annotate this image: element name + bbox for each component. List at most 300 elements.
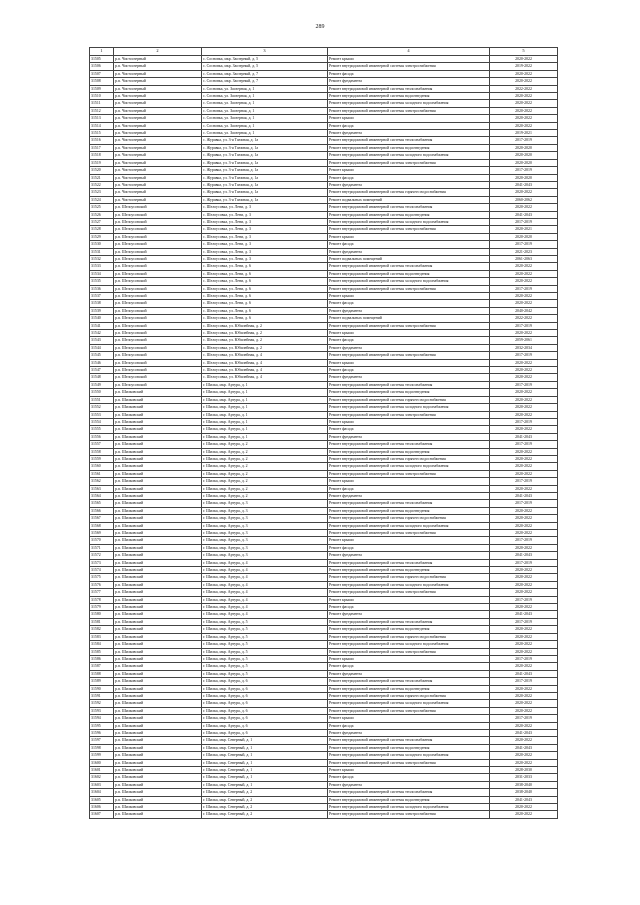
period-cell: 2020-2022 <box>490 263 558 270</box>
work-type-cell: Ремонт крыши <box>328 359 490 366</box>
address-cell: г. Шилка, мкр. Артура, д. 1 <box>202 396 328 403</box>
address-cell: г. Шилка, мкр. Северный, д. 2 <box>202 789 328 796</box>
period-cell: 2020-2022 <box>490 78 558 85</box>
municipality-cell: р.п. Чистоозерный <box>114 130 202 137</box>
period-cell: 2020-2022 <box>490 604 558 611</box>
period-cell: 2020-2022 <box>490 759 558 766</box>
table-row <box>90 470 558 477</box>
municipality-cell: р.п. Шилковский <box>114 767 202 774</box>
address-cell: г. Шилка, мкр. Артура, д. 3 <box>202 552 328 559</box>
row-number-cell: 31594 <box>90 715 114 722</box>
period-cell: 2020-2022 <box>490 752 558 759</box>
work-type-cell: Ремонт внутридомовой инженерной системы теплоснабжения <box>328 204 490 211</box>
address-cell: г. Шилка, мкр. Артура, д. 5 <box>202 626 328 633</box>
address-cell: с. Сосновка, мкр. Заозерный, д. 7 <box>202 70 328 77</box>
address-cell: г. Шилка, мкр. Артура, д. 6 <box>202 715 328 722</box>
period-cell: 2020-2022 <box>490 100 558 107</box>
address-cell: г. Шилка, мкр. Артура, д. 3 <box>202 500 328 507</box>
period-cell: 2038-2040 <box>490 781 558 788</box>
row-number-cell: 31558 <box>90 448 114 455</box>
work-type-cell: Ремонт фундамента <box>328 552 490 559</box>
address-cell: с. Шелоусовка, ул. Лени, д. 3 <box>202 226 328 233</box>
address-cell: г. Шилка, мкр. Артура, д. 6 <box>202 729 328 736</box>
column-header: 5 <box>490 48 558 56</box>
row-number-cell: 31557 <box>90 441 114 448</box>
address-cell: с. Шелоусовка, ул. Лени, д. 3 <box>202 218 328 225</box>
row-number-cell: 31596 <box>90 729 114 736</box>
row-number-cell: 31567 <box>90 515 114 522</box>
work-type-cell: Ремонт внутридомовой инженерной системы холодного водоснабжения <box>328 581 490 588</box>
address-cell: с. Шелоусовка, ул. Юбилейная, д. 4 <box>202 359 328 366</box>
table-row <box>90 604 558 611</box>
table-row <box>90 211 558 218</box>
municipality-cell: р.п. Чистоозерный <box>114 144 202 151</box>
work-type-cell: Ремонт внутридомовой инженерной системы электроснабжения <box>328 707 490 714</box>
address-cell: г. Шилка, мкр. Артура, д. 4 <box>202 567 328 574</box>
municipality-cell: р.п. Чистоозерный <box>114 85 202 92</box>
municipality-cell: р.п. Чистоозерный <box>114 100 202 107</box>
address-cell: г. Шилка, мкр. Северный, д. 1 <box>202 767 328 774</box>
work-type-cell: Ремонт фундамента <box>328 307 490 314</box>
period-cell: 2020-2022 <box>490 485 558 492</box>
address-cell: г. Шилка, мкр. Артура, д. 3 <box>202 537 328 544</box>
municipality-cell: р.п. Шелоусовский <box>114 381 202 388</box>
row-number-cell: 31605 <box>90 796 114 803</box>
work-type-cell: Ремонт крыши <box>328 56 490 63</box>
address-cell: г. Шилка, мкр. Артура, д. 2 <box>202 492 328 499</box>
address-cell: с. Шелоусовка, ул. Лени, д. 3 <box>202 241 328 248</box>
period-cell: 2022-2022 <box>490 315 558 322</box>
work-type-cell: Ремонт внутридомовой инженерной системы холодного водоснабжения <box>328 404 490 411</box>
period-cell: 2020-2022 <box>490 581 558 588</box>
work-type-cell: Ремонт внутридомовой инженерной системы холодного водоснабжения <box>328 218 490 225</box>
table-row <box>90 737 558 744</box>
municipality-cell: р.п. Шелоусовский <box>114 211 202 218</box>
period-cell: 2017-2019 <box>490 618 558 625</box>
work-type-cell: Ремонт крыши <box>328 293 490 300</box>
table-row <box>90 322 558 329</box>
row-number-cell: 31549 <box>90 381 114 388</box>
period-cell: 2017-2019 <box>490 478 558 485</box>
work-type-cell: Ремонт фасада <box>328 663 490 670</box>
period-cell: 2020-2022 <box>490 389 558 396</box>
work-type-cell: Ремонт фасада <box>328 426 490 433</box>
row-number-cell: 31603 <box>90 781 114 788</box>
period-cell: 2041-2043 <box>490 670 558 677</box>
table-row <box>90 522 558 529</box>
period-cell: 2017-2019 <box>490 241 558 248</box>
address-cell: г. Шилка, мкр. Артура, д. 1 <box>202 381 328 388</box>
address-cell: с. Шелоусовка, ул. Юбилейная, д. 2 <box>202 322 328 329</box>
work-type-cell: Ремонт крыши <box>328 655 490 662</box>
work-type-cell: Ремонт внутридомовой инженерной системы водоотведения <box>328 144 490 151</box>
municipality-cell: р.п. Шилковский <box>114 685 202 692</box>
municipality-cell: р.п. Шелоусовский <box>114 218 202 225</box>
table-row <box>90 226 558 233</box>
row-number-cell: 31547 <box>90 367 114 374</box>
address-cell: г. Шилка, мкр. Артура, д. 2 <box>202 485 328 492</box>
table-row <box>90 233 558 240</box>
table-row <box>90 478 558 485</box>
period-cell: 2017-2019 <box>490 167 558 174</box>
row-number-cell: 31581 <box>90 618 114 625</box>
work-type-cell: Ремонт внутридомовой инженерной системы теплоснабжения <box>328 789 490 796</box>
work-type-cell: Ремонт внутридомовой инженерной системы водоотведения <box>328 211 490 218</box>
period-cell: 2020-2022 <box>490 359 558 366</box>
period-cell: 2017-2019 <box>490 500 558 507</box>
period-cell: 2020-2022 <box>490 426 558 433</box>
period-cell: 2020-2022 <box>490 522 558 529</box>
address-cell: с. Шелоусовка, ул. Лени, д. 6 <box>202 293 328 300</box>
row-number-cell: 31565 <box>90 500 114 507</box>
address-cell: с. Шелоусовка, ул. Юбилейная, д. 4 <box>202 367 328 374</box>
address-cell: г. Шилка, мкр. Артура, д. 6 <box>202 692 328 699</box>
table-row <box>90 567 558 574</box>
period-cell: 2041-2043 <box>490 433 558 440</box>
row-number-cell: 31536 <box>90 285 114 292</box>
period-cell: 2020-2022 <box>490 707 558 714</box>
address-cell: г. Шилка, мкр. Артура, д. 6 <box>202 685 328 692</box>
period-cell: 2020-2022 <box>490 56 558 63</box>
address-cell: г. Шилка, мкр. Артура, д. 5 <box>202 655 328 662</box>
work-type-cell: Ремонт внутридомовой инженерной системы электроснабжения <box>328 470 490 477</box>
municipality-cell: р.п. Шилковский <box>114 448 202 455</box>
municipality-cell: р.п. Шелоусовский <box>114 315 202 322</box>
address-cell: г. Шилка, мкр. Артура, д. 6 <box>202 678 328 685</box>
municipality-cell: р.п. Шилковский <box>114 737 202 744</box>
municipality-cell: р.п. Шелоусовский <box>114 344 202 351</box>
address-cell: с. Сосновка, ул. Заозерная, д. 1 <box>202 130 328 137</box>
row-number-cell: 31597 <box>90 737 114 744</box>
address-cell: г. Шилка, мкр. Артура, д. 4 <box>202 611 328 618</box>
address-cell: г. Шилка, мкр. Артура, д. 4 <box>202 604 328 611</box>
column-header: 1 <box>90 48 114 56</box>
row-number-cell: 31578 <box>90 596 114 603</box>
table-row <box>90 515 558 522</box>
table-row <box>90 455 558 462</box>
period-cell: 2020-2022 <box>490 648 558 655</box>
period-cell: 2020-2020 <box>490 159 558 166</box>
table-row <box>90 352 558 359</box>
table-header-row <box>90 48 558 56</box>
row-number-cell: 31592 <box>90 700 114 707</box>
table-row <box>90 433 558 440</box>
work-type-cell: Ремонт крыши <box>328 233 490 240</box>
municipality-cell: р.п. Чистоозерный <box>114 93 202 100</box>
municipality-cell: р.п. Шелоусовский <box>114 337 202 344</box>
table-row <box>90 56 558 63</box>
period-cell: 2020-2022 <box>490 107 558 114</box>
work-type-cell: Ремонт внутридомовой инженерной системы водоотведения <box>328 744 490 751</box>
work-type-cell: Ремонт фасада <box>328 300 490 307</box>
address-cell: г. Шилка, мкр. Артура, д. 3 <box>202 544 328 551</box>
period-cell: 2021-2023 <box>490 248 558 255</box>
address-cell: г. Шилка, мкр. Артура, д. 2 <box>202 470 328 477</box>
work-type-cell: Ремонт внутридомовой инженерной системы электроснабжения <box>328 63 490 70</box>
row-number-cell: 31506 <box>90 63 114 70</box>
period-cell: 2020-2022 <box>490 189 558 196</box>
period-cell: 2020-2022 <box>490 93 558 100</box>
row-number-cell: 31572 <box>90 552 114 559</box>
period-cell: 2020-2022 <box>490 70 558 77</box>
municipality-cell: р.п. Чистоозерный <box>114 152 202 159</box>
work-type-cell: Ремонт фасада <box>328 544 490 551</box>
row-number-cell: 31539 <box>90 307 114 314</box>
period-cell: 2020-2022 <box>490 278 558 285</box>
work-type-cell: Ремонт внутридомовой инженерной системы холодного водоснабжения <box>328 804 490 811</box>
address-cell: с. Журавка, ул. 3-я Таежная, д. 1а <box>202 152 328 159</box>
municipality-cell: р.п. Чистоозерный <box>114 70 202 77</box>
work-type-cell: Ремонт внутридомовой инженерной системы электроснабжения <box>328 352 490 359</box>
work-type-cell: Ремонт внутридомовой инженерной системы холодного водоснабжения <box>328 100 490 107</box>
period-cell: 2017-2019 <box>490 285 558 292</box>
period-cell: 2041-2043 <box>490 611 558 618</box>
repair-schedule-table <box>89 47 558 819</box>
table-row <box>90 100 558 107</box>
municipality-cell: р.п. Шилковский <box>114 485 202 492</box>
work-type-cell: Ремонт фундамента <box>328 344 490 351</box>
table-row <box>90 692 558 699</box>
municipality-cell: р.п. Шилковский <box>114 470 202 477</box>
column-header: 4 <box>328 48 490 56</box>
table-row <box>90 263 558 270</box>
table-row <box>90 174 558 181</box>
work-type-cell: Ремонт внутридомовой инженерной системы водоотведения <box>328 567 490 574</box>
work-type-cell: Ремонт внутридомовой инженерной системы электроснабжения <box>328 285 490 292</box>
municipality-cell: р.п. Чистоозерный <box>114 115 202 122</box>
row-number-cell: 31575 <box>90 574 114 581</box>
row-number-cell: 31533 <box>90 263 114 270</box>
work-type-cell: Ремонт фундамента <box>328 433 490 440</box>
table-row <box>90 367 558 374</box>
period-cell: 2020-2022 <box>490 470 558 477</box>
municipality-cell: р.п. Шелоусовский <box>114 330 202 337</box>
table-row <box>90 722 558 729</box>
table-row <box>90 537 558 544</box>
table-row <box>90 167 558 174</box>
work-type-cell: Ремонт крыши <box>328 478 490 485</box>
municipality-cell: р.п. Шилковский <box>114 441 202 448</box>
work-type-cell: Ремонт фасада <box>328 70 490 77</box>
table-row <box>90 330 558 337</box>
row-number-cell: 31522 <box>90 181 114 188</box>
work-type-cell: Ремонт крыши <box>328 537 490 544</box>
municipality-cell: р.п. Чистоозерный <box>114 181 202 188</box>
work-type-cell: Ремонт внутридомовой инженерной системы электроснабжения <box>328 759 490 766</box>
municipality-cell: р.п. Шилковский <box>114 604 202 611</box>
table-row <box>90 115 558 122</box>
municipality-cell: р.п. Шилковский <box>114 507 202 514</box>
municipality-cell: р.п. Шилковский <box>114 389 202 396</box>
municipality-cell: р.п. Шилковский <box>114 789 202 796</box>
municipality-cell: р.п. Шилковский <box>114 396 202 403</box>
period-cell: 2020-2022 <box>490 330 558 337</box>
municipality-cell: р.п. Шелоусовский <box>114 322 202 329</box>
table-row <box>90 248 558 255</box>
table-row <box>90 715 558 722</box>
period-cell: 2020-2022 <box>490 589 558 596</box>
row-number-cell: 31529 <box>90 233 114 240</box>
address-cell: с. Шелоусовка, ул. Юбилейная, д. 2 <box>202 330 328 337</box>
municipality-cell: р.п. Шелоусовский <box>114 204 202 211</box>
work-type-cell: Ремонт внутридомовой инженерной системы горячего водоснабжения <box>328 396 490 403</box>
table-row <box>90 759 558 766</box>
table-row <box>90 255 558 262</box>
row-number-cell: 31571 <box>90 544 114 551</box>
row-number-cell: 31602 <box>90 774 114 781</box>
row-number-cell: 31526 <box>90 211 114 218</box>
municipality-cell: р.п. Шилковский <box>114 715 202 722</box>
table-row <box>90 530 558 537</box>
table-row <box>90 189 558 196</box>
address-cell: г. Шилка, мкр. Артура, д. 5 <box>202 641 328 648</box>
table-row <box>90 663 558 670</box>
address-cell: г. Шилка, мкр. Артура, д. 4 <box>202 559 328 566</box>
period-cell: 2020-2020 <box>490 144 558 151</box>
row-number-cell: 31514 <box>90 122 114 129</box>
row-number-cell: 31584 <box>90 641 114 648</box>
address-cell: г. Шилка, мкр. Артура, д. 1 <box>202 433 328 440</box>
period-cell: 2020-2022 <box>490 204 558 211</box>
municipality-cell: р.п. Шилковский <box>114 700 202 707</box>
address-cell: с. Сосновка, ул. Заозерная, д. 1 <box>202 85 328 92</box>
row-number-cell: 31579 <box>90 604 114 611</box>
address-cell: с. Шелоусовка, ул. Юбилейная, д. 2 <box>202 344 328 351</box>
municipality-cell: р.п. Шилковский <box>114 537 202 544</box>
row-number-cell: 31550 <box>90 389 114 396</box>
address-cell: г. Шилка, мкр. Артура, д. 5 <box>202 663 328 670</box>
municipality-cell: р.п. Шилковский <box>114 574 202 581</box>
table-row <box>90 159 558 166</box>
address-cell: г. Шилка, мкр. Артура, д. 1 <box>202 418 328 425</box>
row-number-cell: 31591 <box>90 692 114 699</box>
row-number-cell: 31513 <box>90 115 114 122</box>
address-cell: с. Шелоусовка, ул. Лени, д. 6 <box>202 270 328 277</box>
row-number-cell: 31566 <box>90 507 114 514</box>
work-type-cell: Ремонт фундамента <box>328 729 490 736</box>
municipality-cell: р.п. Чистоозерный <box>114 56 202 63</box>
row-number-cell: 31553 <box>90 411 114 418</box>
address-cell: с. Шелоусовка, ул. Лени, д. 3 <box>202 204 328 211</box>
row-number-cell: 31576 <box>90 581 114 588</box>
municipality-cell: р.п. Шилковский <box>114 530 202 537</box>
row-number-cell: 31551 <box>90 396 114 403</box>
period-cell: 2020-2022 <box>490 270 558 277</box>
table-row <box>90 285 558 292</box>
period-cell: 2020-2022 <box>490 530 558 537</box>
table-row <box>90 144 558 151</box>
municipality-cell: р.п. Шелоусовский <box>114 278 202 285</box>
work-type-cell: Ремонт фундамента <box>328 248 490 255</box>
table-row <box>90 611 558 618</box>
work-type-cell: Ремонт внутридомовой инженерной системы теплоснабжения <box>328 263 490 270</box>
row-number-cell: 31556 <box>90 433 114 440</box>
table-row <box>90 767 558 774</box>
period-cell: 2020-2022 <box>490 448 558 455</box>
work-type-cell: Ремонт фасада <box>328 722 490 729</box>
address-cell: г. Шилка, мкр. Артура, д. 2 <box>202 441 328 448</box>
row-number-cell: 31509 <box>90 85 114 92</box>
period-cell: 2020-2022 <box>490 663 558 670</box>
row-number-cell: 31538 <box>90 300 114 307</box>
municipality-cell: р.п. Шилковский <box>114 478 202 485</box>
period-cell: 2017-2019 <box>490 715 558 722</box>
row-number-cell: 31521 <box>90 174 114 181</box>
table-row <box>90 507 558 514</box>
municipality-cell: р.п. Чистоозерный <box>114 167 202 174</box>
address-cell: г. Шилка, мкр. Артура, д. 4 <box>202 574 328 581</box>
table-row <box>90 204 558 211</box>
row-number-cell: 31563 <box>90 485 114 492</box>
address-cell: г. Шилка, мкр. Северный, д. 1 <box>202 774 328 781</box>
municipality-cell: р.п. Шилковский <box>114 804 202 811</box>
municipality-cell: р.п. Шелоусовский <box>114 352 202 359</box>
period-cell: 2019-2022 <box>490 63 558 70</box>
municipality-cell: р.п. Шелоусовский <box>114 270 202 277</box>
municipality-cell: р.п. Шилковский <box>114 811 202 818</box>
row-number-cell: 31543 <box>90 337 114 344</box>
work-type-cell: Ремонт фундамента <box>328 181 490 188</box>
period-cell: 2020-2022 <box>490 574 558 581</box>
municipality-cell: р.п. Шелоусовский <box>114 255 202 262</box>
period-cell: 2017-2019 <box>490 137 558 144</box>
municipality-cell: р.п. Шилковский <box>114 796 202 803</box>
municipality-cell: р.п. Чистоозерный <box>114 159 202 166</box>
municipality-cell: р.п. Шилковский <box>114 581 202 588</box>
municipality-cell: р.п. Шилковский <box>114 752 202 759</box>
work-type-cell: Ремонт крыши <box>328 115 490 122</box>
municipality-cell: р.п. Чистоозерный <box>114 122 202 129</box>
municipality-cell: р.п. Шелоусовский <box>114 293 202 300</box>
row-number-cell: 31604 <box>90 789 114 796</box>
row-number-cell: 31600 <box>90 759 114 766</box>
period-cell: 2020-2022 <box>490 507 558 514</box>
table-row <box>90 485 558 492</box>
work-type-cell: Ремонт внутридомовой инженерной системы теплоснабжения <box>328 381 490 388</box>
table-row <box>90 500 558 507</box>
address-cell: с. Шелоусовка, ул. Юбилейная, д. 2 <box>202 337 328 344</box>
address-cell: с. Шелоусовка, ул. Лени, д. 3 <box>202 233 328 240</box>
period-cell: 2020-2022 <box>490 300 558 307</box>
address-cell: с. Сосновка, ул. Заозерная, д. 1 <box>202 93 328 100</box>
period-cell: 2017-2019 <box>490 559 558 566</box>
row-number-cell: 31570 <box>90 537 114 544</box>
row-number-cell: 31508 <box>90 78 114 85</box>
row-number-cell: 31542 <box>90 330 114 337</box>
table-row <box>90 811 558 818</box>
municipality-cell: р.п. Шилковский <box>114 522 202 529</box>
row-number-cell: 31537 <box>90 293 114 300</box>
municipality-cell: р.п. Шилковский <box>114 463 202 470</box>
period-cell: 2041-2043 <box>490 211 558 218</box>
table-row <box>90 411 558 418</box>
row-number-cell: 31515 <box>90 130 114 137</box>
period-cell: 2017-2019 <box>490 537 558 544</box>
period-cell: 2020-2022 <box>490 455 558 462</box>
table-row <box>90 544 558 551</box>
address-cell: с. Сосновка, мкр. Заозерный, д. 7 <box>202 78 328 85</box>
work-type-cell: Ремонт внутридомовой инженерной системы электроснабжения <box>328 322 490 329</box>
address-cell: г. Шилка, мкр. Артура, д. 4 <box>202 596 328 603</box>
table-row <box>90 655 558 662</box>
address-cell: г. Шилка, мкр. Артура, д. 4 <box>202 589 328 596</box>
table-row <box>90 152 558 159</box>
period-cell: 2020-2022 <box>490 463 558 470</box>
municipality-cell: р.п. Чистоозерный <box>114 196 202 203</box>
work-type-cell: Ремонт внутридомовой инженерной системы холодного водоснабжения <box>328 463 490 470</box>
row-number-cell: 31505 <box>90 56 114 63</box>
table-row <box>90 796 558 803</box>
